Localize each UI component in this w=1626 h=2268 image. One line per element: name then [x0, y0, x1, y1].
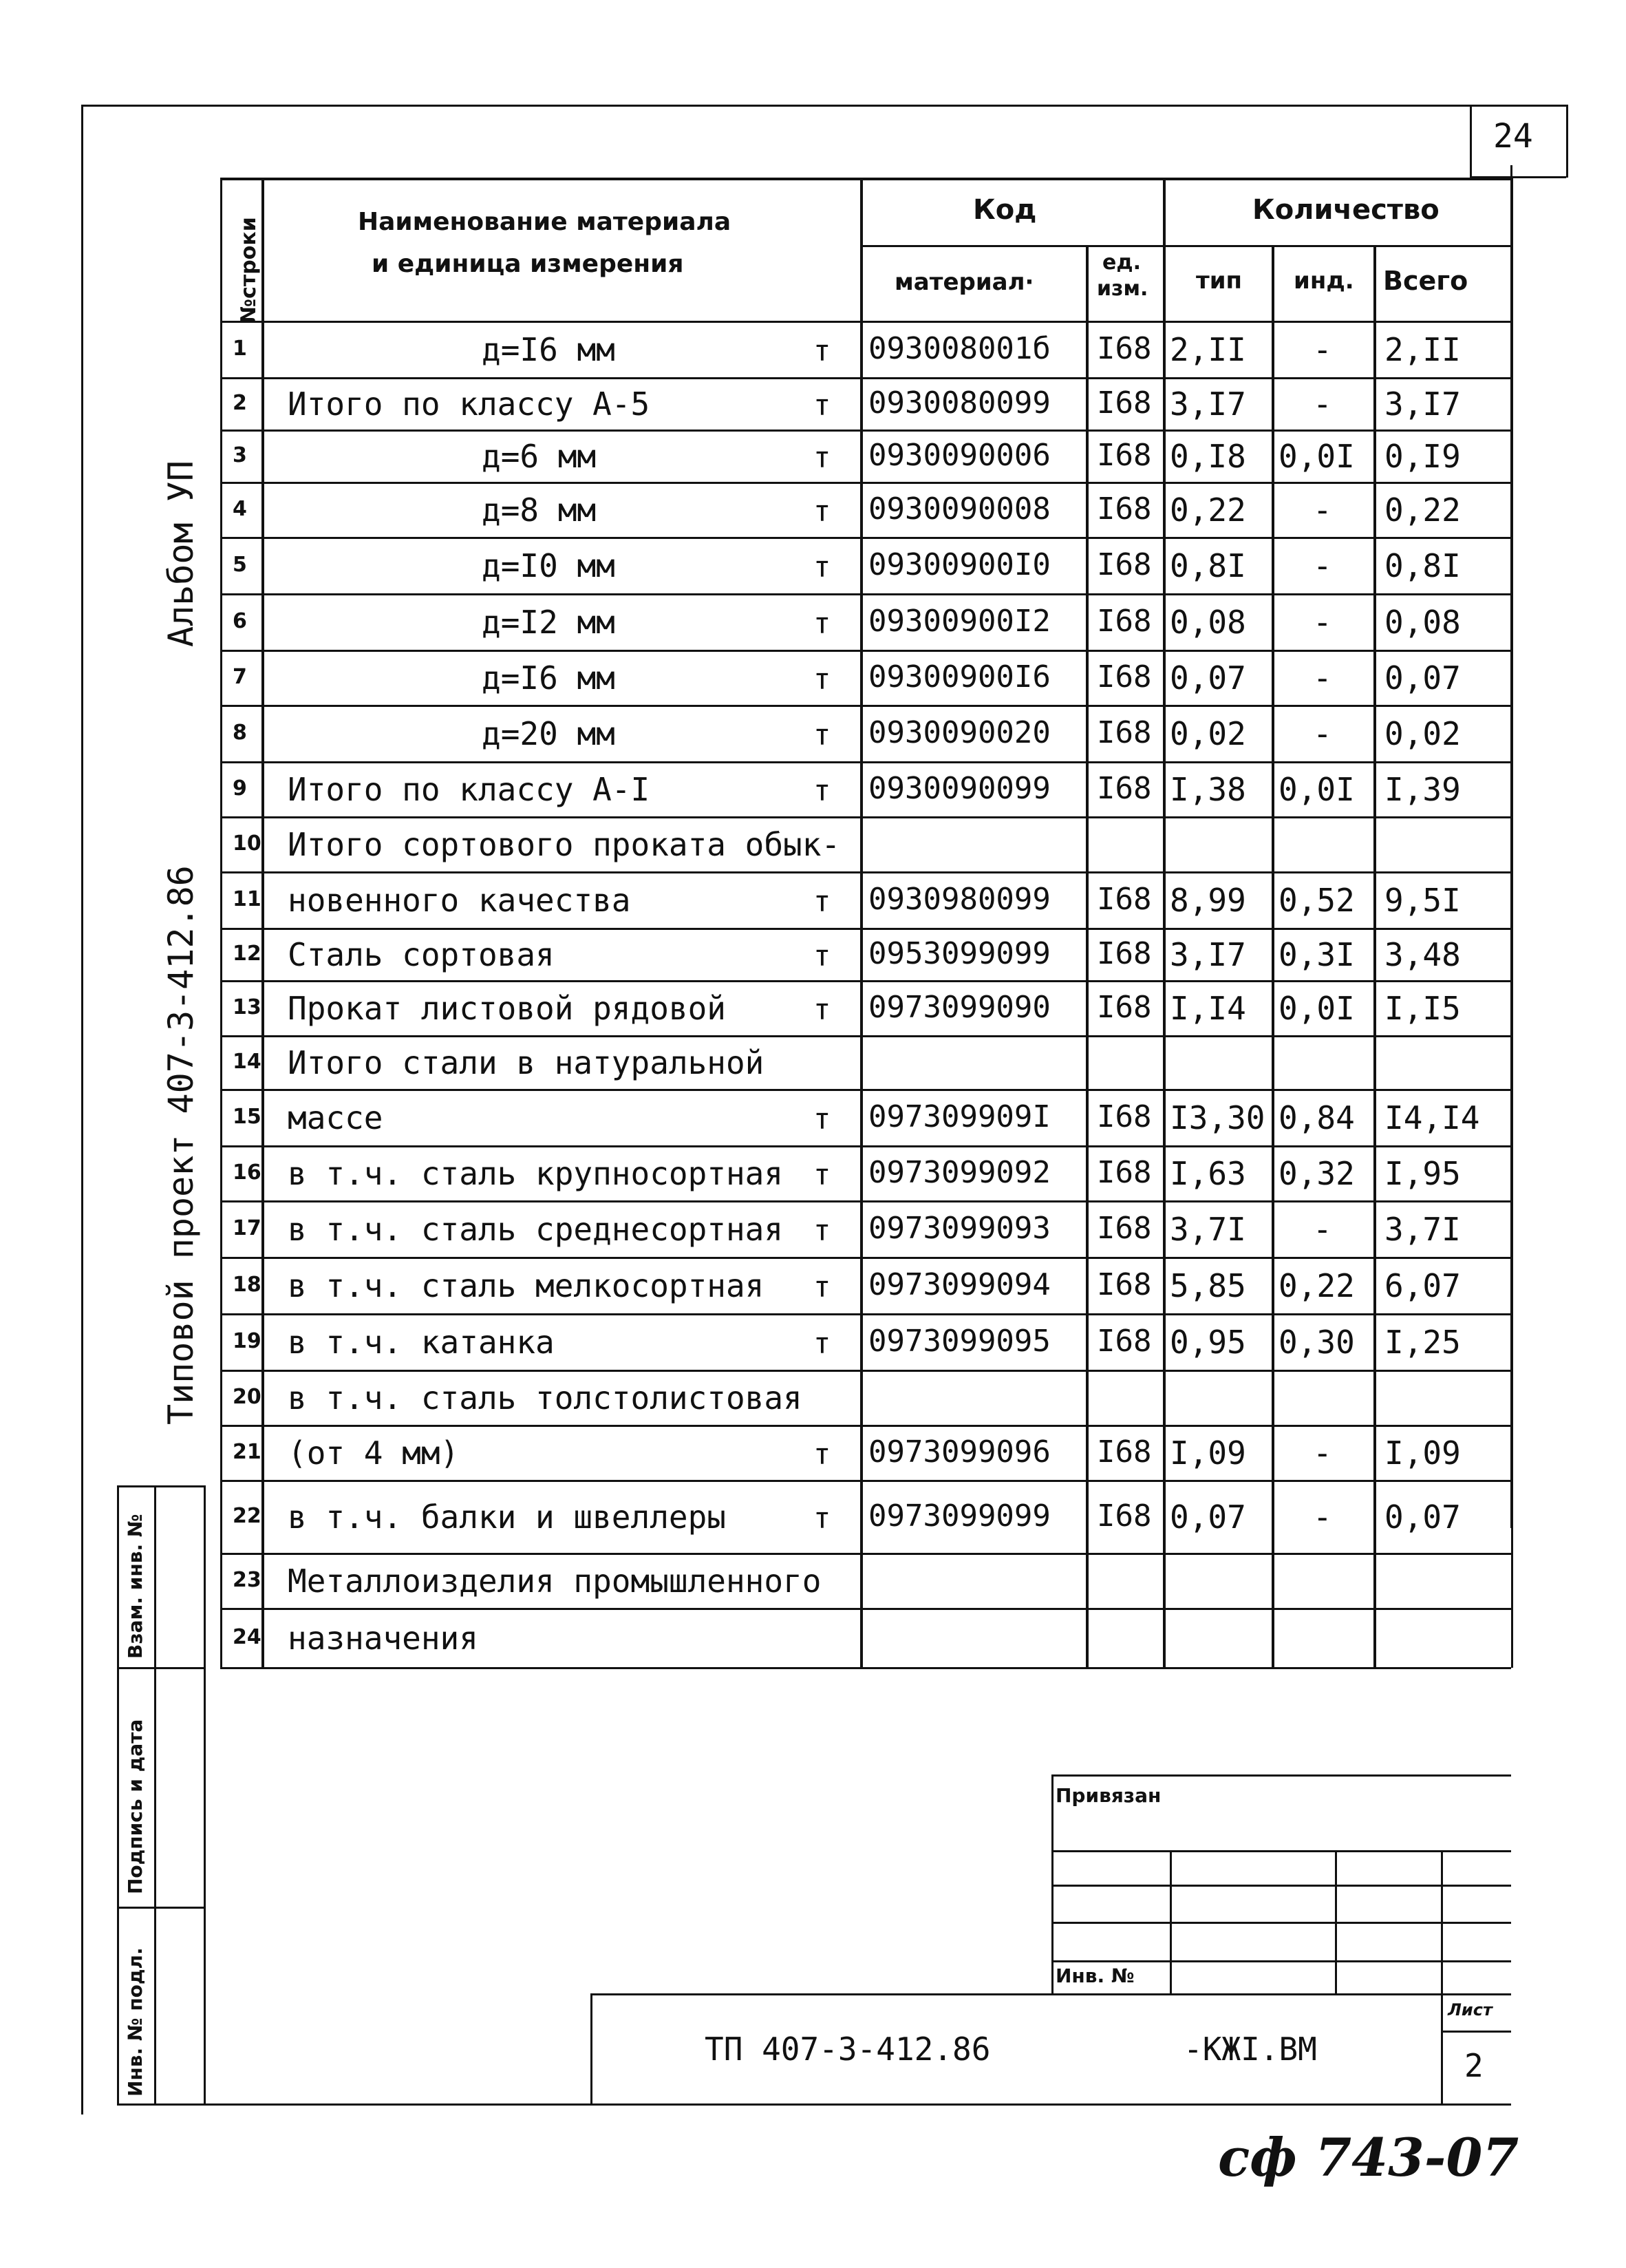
qty-ind: 0,0I — [1279, 990, 1355, 1027]
unit-code: I68 — [1097, 1267, 1152, 1302]
stamp-inv-podl: Инв. № подл. — [124, 1947, 147, 2097]
material-name: в т.ч. катанка — [288, 1324, 555, 1361]
qty-type: I,63 — [1170, 1155, 1246, 1192]
unit-code: I68 — [1097, 491, 1152, 527]
table-top-border — [220, 178, 1511, 180]
unit-code: I68 — [1097, 1155, 1152, 1190]
material-name: Итого стали в натуральной — [288, 1044, 764, 1081]
material-code: 09300900I0 — [868, 547, 1051, 582]
row-line-19 — [220, 1370, 1511, 1372]
material-name: Итого по классу А-I — [288, 771, 650, 808]
unit-mark: т — [813, 1158, 831, 1191]
qty-type: I,38 — [1170, 771, 1246, 808]
stamp-divider-1 — [117, 1667, 205, 1669]
material-name: д=I2 мм — [482, 604, 615, 641]
row-number: 20 — [233, 1385, 261, 1409]
row-line-14 — [220, 1089, 1511, 1091]
qty-ind: - — [1313, 1498, 1332, 1536]
qty-ind: - — [1313, 331, 1332, 368]
row-number: 3 — [233, 443, 247, 467]
table-right-border — [1511, 178, 1513, 1668]
qty-ind: 0,84 — [1279, 1099, 1355, 1136]
row-number: 8 — [233, 721, 247, 745]
unit-code: I68 — [1097, 771, 1152, 806]
row-line-12 — [220, 980, 1511, 982]
row-line-10 — [220, 871, 1511, 873]
qty-ind: 0,0I — [1279, 771, 1355, 808]
qty-ind: 0,22 — [1279, 1267, 1355, 1304]
qty-total: I4,I4 — [1384, 1099, 1480, 1136]
qty-ind: - — [1313, 604, 1332, 641]
qty-ind: - — [1313, 385, 1332, 423]
header-name-line1: Наименование материала — [358, 208, 731, 236]
tb-inv-no: Инв. № — [1056, 1964, 1135, 1987]
material-code: 0973099090 — [868, 990, 1051, 1025]
row-number: 22 — [233, 1504, 261, 1528]
unit-mark: т — [813, 1214, 831, 1247]
stamp-vzam-inv: Взам. инв. № — [124, 1514, 147, 1659]
qty-total: I,95 — [1384, 1155, 1461, 1192]
stamp-top-line — [117, 1485, 205, 1487]
material-name: в т.ч. сталь толстолистовая — [288, 1379, 802, 1417]
unit-code: I68 — [1097, 385, 1152, 421]
qty-type: 0,22 — [1170, 491, 1246, 529]
qty-total: 2,II — [1384, 331, 1461, 368]
unit-mark: т — [813, 662, 831, 696]
row-line-21 — [220, 1480, 1511, 1482]
material-code: 097309909I — [868, 1099, 1051, 1134]
qty-total: 0,07 — [1384, 1498, 1461, 1536]
unit-mark: т — [813, 388, 831, 422]
qty-type: 0,I8 — [1170, 438, 1246, 475]
material-name: (от 4 мм) — [288, 1434, 460, 1472]
material-name: Сталь сортовая — [288, 936, 555, 973]
unit-mark: т — [813, 884, 831, 918]
header-total: Всего — [1383, 266, 1468, 296]
qty-total: 9,5I — [1384, 882, 1461, 919]
material-code: 0973099096 — [868, 1434, 1051, 1470]
material-name: новенного качества — [288, 882, 631, 919]
header-code: Код — [973, 194, 1037, 226]
qty-type: 3,I7 — [1170, 936, 1246, 973]
qty-ind: 0,3I — [1279, 936, 1355, 973]
row-number: 10 — [233, 831, 261, 856]
qty-type: 0,02 — [1170, 715, 1246, 752]
unit-code: I68 — [1097, 1211, 1152, 1246]
row-number: 19 — [233, 1329, 261, 1353]
material-name: в т.ч. сталь мелкосортная — [288, 1267, 764, 1304]
qty-type: 0,8I — [1170, 547, 1246, 584]
material-code: 0953099099 — [868, 936, 1051, 971]
material-code: 09300900I2 — [868, 604, 1051, 639]
header-row-number: №строки — [237, 217, 261, 324]
header-unit-line2: изм. — [1097, 277, 1148, 301]
material-name: д=6 мм — [482, 438, 597, 475]
material-name: Металлоизделия промышленного — [288, 1562, 822, 1600]
row-line-0 — [220, 321, 1511, 323]
header-sub-line — [860, 245, 1511, 247]
qty-ind: - — [1313, 1434, 1332, 1472]
stamp-bottom-line — [117, 2103, 205, 2106]
stamp-column-left — [117, 1485, 119, 2105]
row-number: 24 — [233, 1625, 261, 1649]
unit-code: I68 — [1097, 715, 1152, 750]
row-line-6 — [220, 650, 1511, 652]
material-code: 0973099093 — [868, 1211, 1051, 1246]
stamp-column-inner — [154, 1485, 156, 2105]
tb-col-3 — [1441, 1850, 1443, 2105]
frame-top-line — [81, 105, 1470, 107]
row-number: 12 — [233, 942, 261, 966]
unit-mark: т — [813, 1270, 831, 1304]
tb-sheet-label: Лист — [1448, 2000, 1493, 2020]
unit-code: I68 — [1097, 990, 1152, 1025]
qty-type: 0,95 — [1170, 1324, 1246, 1361]
row-number: 2 — [233, 391, 247, 415]
unit-mark: т — [813, 939, 831, 973]
qty-total: 6,07 — [1384, 1267, 1461, 1304]
col-line-name — [261, 178, 264, 1668]
qty-total: 0,02 — [1384, 715, 1461, 752]
material-name: Итого по классу А-5 — [288, 385, 650, 423]
material-name: в т.ч. балки и швеллеры — [288, 1498, 726, 1536]
col-line-code — [860, 178, 863, 1668]
sheet-box-left — [1470, 105, 1472, 178]
unit-code: I68 — [1097, 1434, 1152, 1470]
material-code: 0930090099 — [868, 771, 1051, 806]
unit-code: I68 — [1097, 1099, 1152, 1134]
qty-ind: - — [1313, 715, 1332, 752]
tb-designation: ТП 407-3-412.86 — [705, 2031, 991, 2068]
row-line-13 — [220, 1035, 1511, 1037]
tb-col-2 — [1335, 1850, 1337, 1995]
material-code: 0973099095 — [868, 1324, 1051, 1359]
qty-type: 2,II — [1170, 331, 1246, 368]
qty-ind: - — [1313, 1211, 1332, 1248]
row-number: 17 — [233, 1216, 261, 1240]
row-line-4 — [220, 537, 1511, 539]
row-line-18 — [220, 1313, 1511, 1315]
stamp-divider-2 — [117, 1907, 205, 1909]
col-line-ed — [1086, 246, 1089, 1668]
frame-left-line — [81, 105, 83, 2115]
material-code: 0973099094 — [868, 1267, 1051, 1302]
qty-total: I,I5 — [1384, 990, 1461, 1027]
material-name: д=I0 мм — [482, 547, 615, 584]
material-code: 0930090020 — [868, 715, 1051, 750]
row-number: 6 — [233, 609, 247, 633]
material-code: 0973099092 — [868, 1155, 1051, 1190]
unit-mark: т — [813, 1501, 831, 1535]
header-ind: инд. — [1294, 267, 1354, 295]
material-code: 0930980099 — [868, 882, 1051, 917]
row-line-5 — [220, 593, 1511, 595]
qty-total: I,39 — [1384, 771, 1461, 808]
row-line-8 — [220, 761, 1511, 763]
material-name: д=I6 мм — [482, 331, 615, 368]
qty-type: 0,07 — [1170, 1498, 1246, 1536]
tb-top-line — [1051, 1774, 1511, 1777]
row-number: 7 — [233, 665, 247, 689]
tb-main-top — [590, 1993, 1511, 1995]
tb-col-1 — [1170, 1850, 1172, 1995]
qty-type: 3,7I — [1170, 1211, 1246, 1248]
material-name: д=8 мм — [482, 491, 597, 529]
qty-total: 0,08 — [1384, 604, 1461, 641]
col-line-total — [1373, 246, 1376, 1668]
unit-mark: т — [813, 334, 831, 368]
qty-type: 3,I7 — [1170, 385, 1246, 423]
row-line-23 — [220, 1608, 1511, 1610]
row-number: 4 — [233, 497, 247, 521]
row-number: 21 — [233, 1440, 261, 1464]
material-code: 0930090006 — [868, 438, 1051, 473]
stamp-podpis-data: Подпись и дата — [124, 1719, 147, 1894]
row-number: 16 — [233, 1161, 261, 1185]
qty-total: 0,I9 — [1384, 438, 1461, 475]
material-name: д=I6 мм — [482, 659, 615, 697]
qty-type: 0,08 — [1170, 604, 1246, 641]
qty-total: 3,7I — [1384, 1211, 1461, 1248]
sheet-box-right — [1566, 105, 1568, 178]
row-number: 23 — [233, 1568, 261, 1592]
row-number: 13 — [233, 995, 261, 1019]
tb-main-left — [590, 1993, 592, 2105]
row-line-22 — [220, 1553, 1511, 1555]
row-line-2 — [220, 430, 1511, 432]
qty-ind: 0,32 — [1279, 1155, 1355, 1192]
header-quantity: Количество — [1252, 194, 1440, 226]
unit-code: I68 — [1097, 936, 1152, 971]
qty-total: 0,8I — [1384, 547, 1461, 584]
qty-type: 5,85 — [1170, 1267, 1246, 1304]
side-album-label: Альбом УП — [161, 460, 201, 647]
row-number: 18 — [233, 1273, 261, 1297]
sheet-number: 24 — [1493, 117, 1533, 156]
row-line-15 — [220, 1145, 1511, 1147]
qty-type: 0,07 — [1170, 659, 1246, 697]
header-unit-line1: ед. — [1102, 251, 1141, 275]
material-name: массе — [288, 1099, 383, 1136]
material-name: назначения — [288, 1620, 478, 1657]
row-line-17 — [220, 1257, 1511, 1259]
unit-mark: т — [813, 606, 831, 640]
col-line-ind — [1272, 246, 1274, 1668]
row-number: 15 — [233, 1105, 261, 1129]
unit-mark: т — [813, 718, 831, 752]
material-code: 0930090008 — [868, 491, 1051, 527]
unit-mark: т — [813, 1102, 831, 1136]
row-number: 5 — [233, 553, 247, 577]
qty-total: 0,07 — [1384, 659, 1461, 697]
qty-type: I,09 — [1170, 1434, 1246, 1472]
qty-ind: - — [1313, 547, 1332, 584]
tb-privyazan: Привязан — [1056, 1784, 1162, 1807]
row-line-16 — [220, 1200, 1511, 1202]
tb-sheet-divider — [1441, 2031, 1511, 2033]
row-line-1 — [220, 377, 1511, 379]
qty-ind: - — [1313, 491, 1332, 529]
row-line-7 — [220, 705, 1511, 707]
qty-total: I,09 — [1384, 1434, 1461, 1472]
qty-total: I,25 — [1384, 1324, 1461, 1361]
unit-mark: т — [813, 1437, 831, 1471]
material-name: Прокат листовой рядовой — [288, 990, 726, 1027]
header-name-line2: и единица измерения — [372, 250, 684, 278]
unit-code: I68 — [1097, 659, 1152, 695]
col-line-tip — [1163, 178, 1166, 1668]
unit-code: I68 — [1097, 604, 1152, 639]
material-name: д=20 мм — [482, 715, 615, 752]
unit-mark: т — [813, 494, 831, 528]
unit-mark: т — [813, 774, 831, 807]
row-number: 11 — [233, 887, 261, 911]
qty-total: 3,48 — [1384, 936, 1461, 973]
qty-ind: 0,30 — [1279, 1324, 1355, 1361]
qty-total: 0,22 — [1384, 491, 1461, 529]
material-name: в т.ч. сталь крупносортная — [288, 1155, 784, 1192]
material-code: 09300900I6 — [868, 659, 1051, 695]
qty-ind: 0,0I — [1279, 438, 1355, 475]
header-type: тип — [1196, 267, 1243, 295]
tb-suffix: -КЖI.ВМ — [1184, 2031, 1317, 2068]
material-name: в т.ч. сталь среднесортная — [288, 1211, 784, 1248]
unit-code: I68 — [1097, 1498, 1152, 1534]
unit-code: I68 — [1097, 547, 1152, 582]
side-project-label: Типовой проект 407-3-412.86 — [161, 865, 201, 1425]
unit-code: I68 — [1097, 331, 1152, 366]
handwritten-note: сф 743-07 — [1218, 2127, 1519, 2188]
row-line-9 — [220, 816, 1511, 818]
frame-bottom-line — [204, 2103, 1511, 2106]
qty-type: I,I4 — [1170, 990, 1246, 1027]
unit-mark: т — [813, 550, 831, 584]
row-line-20 — [220, 1425, 1511, 1427]
row-line-11 — [220, 928, 1511, 930]
row-number: 9 — [233, 776, 247, 801]
row-line-24 — [220, 1667, 1511, 1669]
qty-type: I3,30 — [1170, 1099, 1265, 1136]
unit-mark: т — [813, 993, 831, 1026]
qty-ind: - — [1313, 659, 1332, 697]
unit-mark: т — [813, 441, 831, 474]
material-code: 0973099099 — [868, 1498, 1051, 1534]
material-code: 093008001б — [868, 331, 1051, 366]
material-name: Итого сортового проката обык- — [288, 826, 841, 863]
unit-mark: т — [813, 1326, 831, 1360]
tb-sheet-value: 2 — [1464, 2047, 1484, 2084]
row-number: 14 — [233, 1050, 261, 1074]
qty-ind: 0,52 — [1279, 882, 1355, 919]
row-line-3 — [220, 482, 1511, 484]
sheet-box-top — [1470, 105, 1566, 107]
row-number: 1 — [233, 337, 247, 361]
table-left-border — [220, 178, 222, 1668]
unit-code: I68 — [1097, 882, 1152, 917]
qty-type: 8,99 — [1170, 882, 1246, 919]
stamp-column-right — [204, 1485, 206, 2105]
unit-code: I68 — [1097, 438, 1152, 473]
header-material: материал· — [895, 268, 1034, 296]
qty-total: 3,I7 — [1384, 385, 1461, 423]
unit-code: I68 — [1097, 1324, 1152, 1359]
material-code: 0930080099 — [868, 385, 1051, 421]
